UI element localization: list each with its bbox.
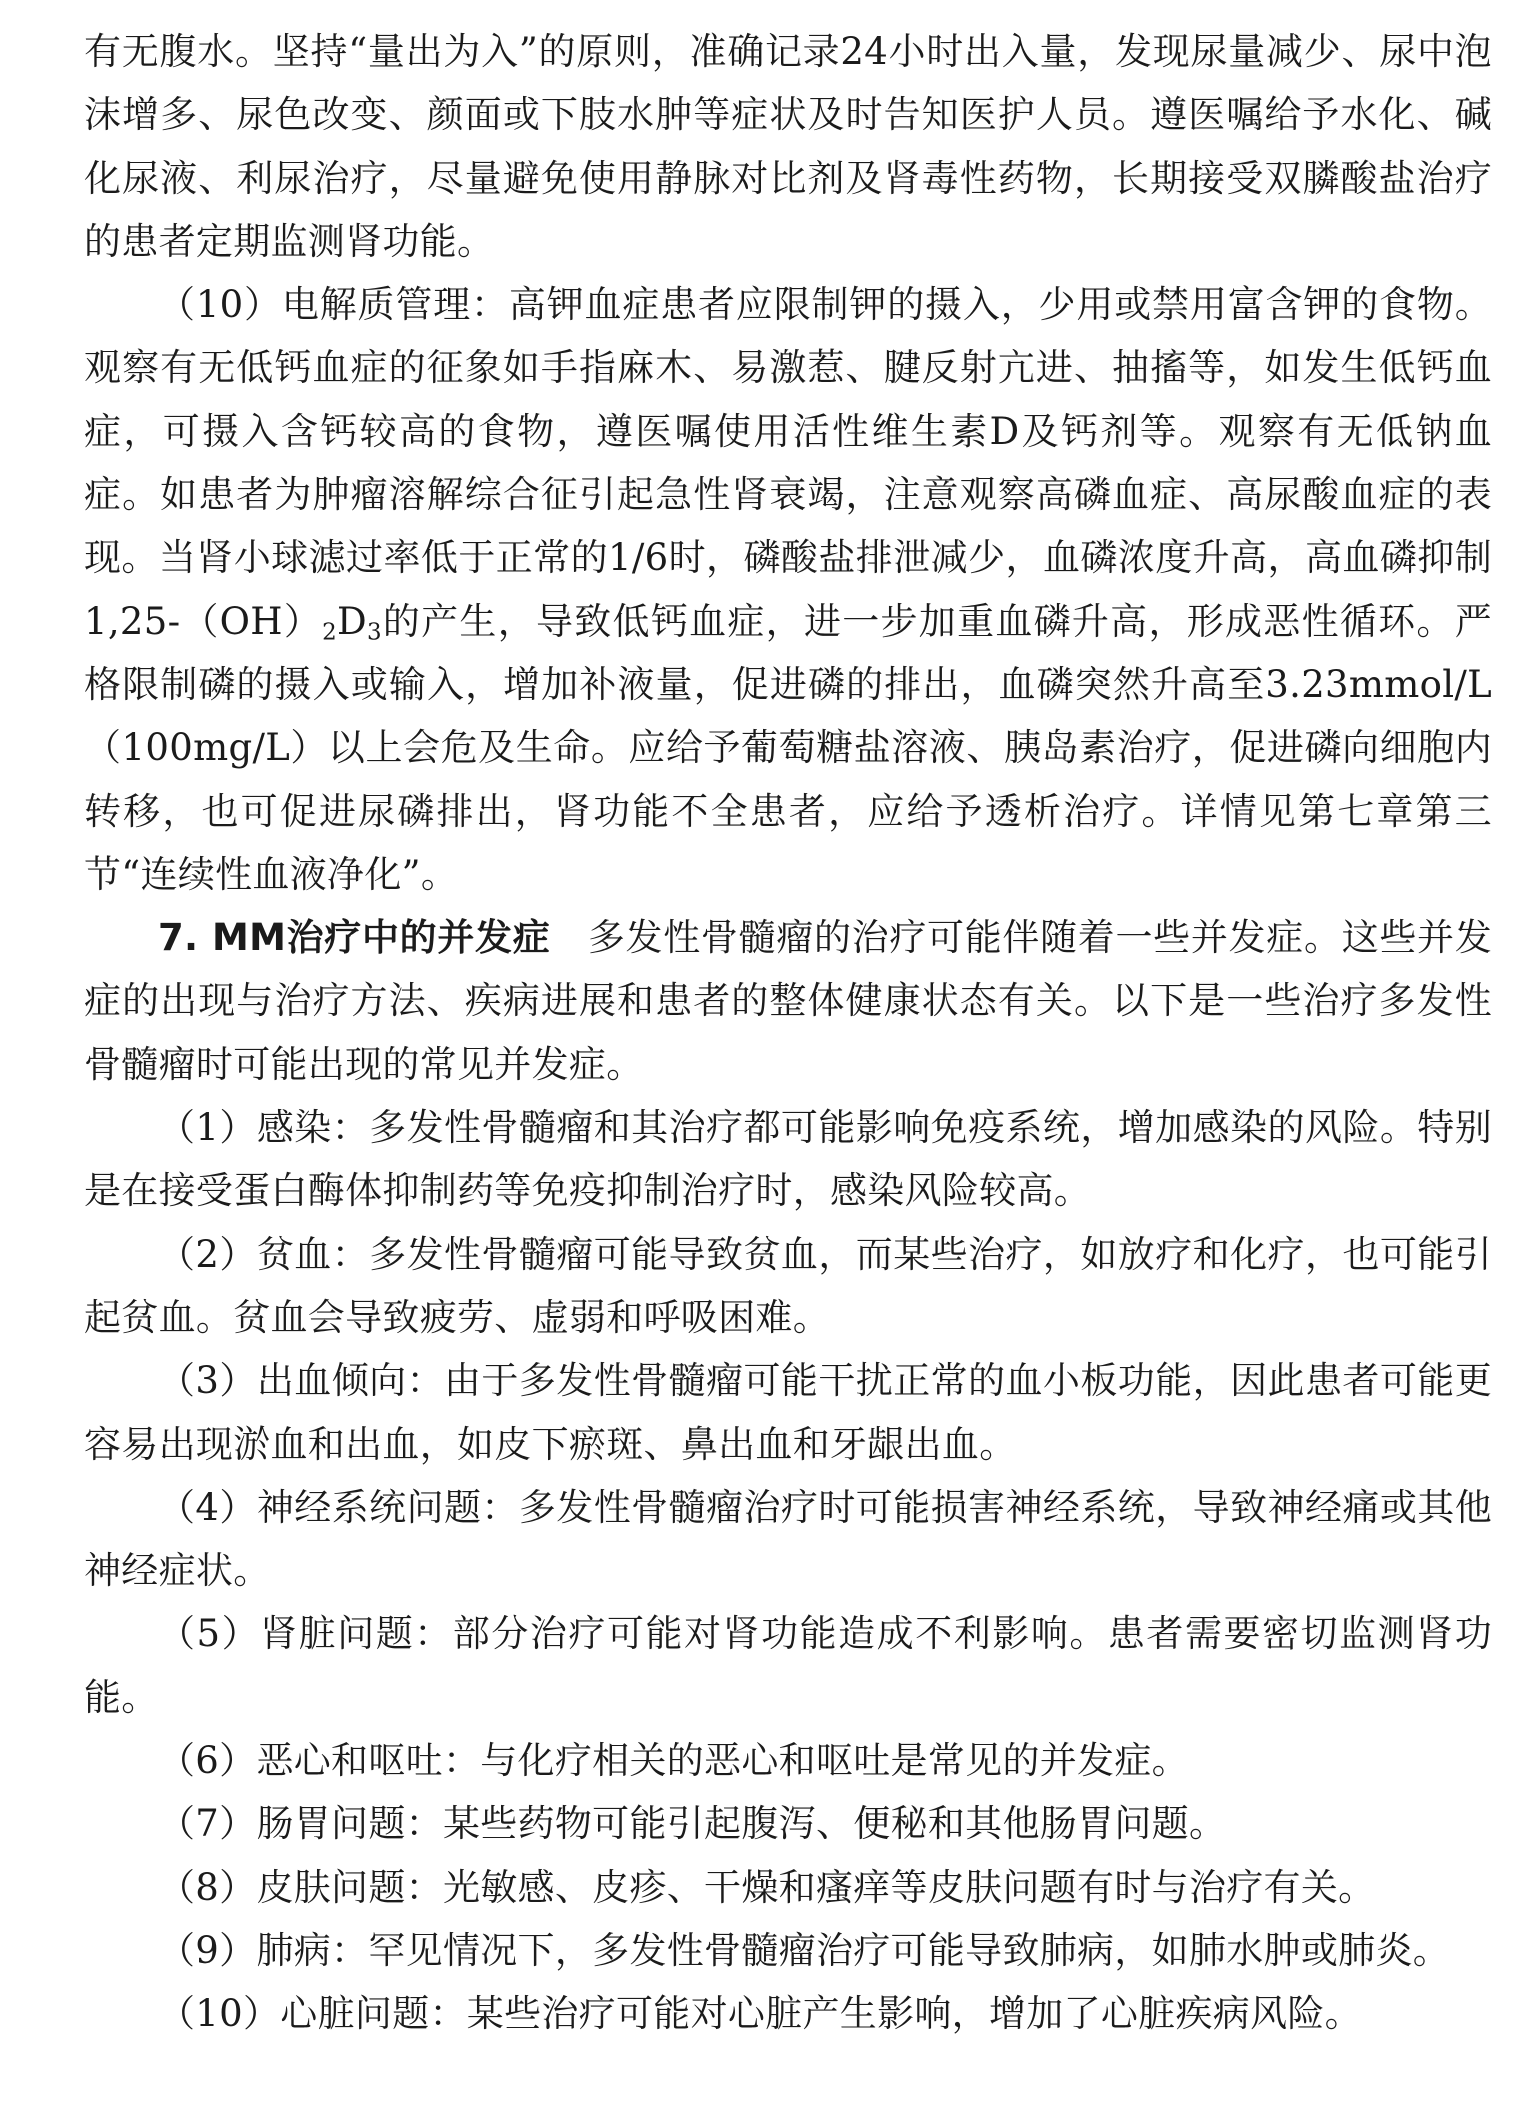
paragraph-mm-complications-intro	[84, 906, 1492, 1096]
list-item-gastrointestinal: （7）肠胃问题：某些药物可能引起腹泻、便秘和其他肠胃问题。	[158, 1802, 1227, 1846]
list-item-kidney: （5）肾脏问题：部分治疗可能对肾功能造成不利影响。患者需要密切监测肾功能。	[84, 1612, 1492, 1719]
list-item-lung: （9）肺病：罕见情况下，多发性骨髓瘤治疗可能导致肺病，如肺水肿或肺炎。	[158, 1928, 1451, 1972]
list-item-skin: （8）皮肤问题：光敏感、皮疹、干燥和瘙痒等皮肤问题有时与治疗有关。	[158, 1865, 1376, 1909]
document-page	[84, 20, 1492, 2046]
paragraph-electrolyte-management	[84, 273, 1492, 906]
electrolyte-d: D	[337, 599, 367, 643]
section-heading: 7. MM治疗中的并发症	[158, 916, 551, 960]
subscript-3: 3	[366, 619, 382, 646]
section-intro-text: 多发性骨髓瘤的治疗可能伴随着一些并发症。这些并发症的出现与治疗方法、疾病进展和患者的整体健康状态有关。以下是一些治疗多发性骨髓瘤时可能出现的常见并发症。	[84, 916, 1493, 1086]
list-item-infection: （1）感染：多发性骨髓瘤和其治疗都可能影响免疫系统，增加感染的风险。特别是在接受蛋白酶体抑制药等免疫抑制治疗时，感染风险较高。	[84, 1106, 1492, 1213]
list-item-nausea: （6）恶心和呕吐：与化疗相关的恶心和呕吐是常见的并发症。	[158, 1739, 1189, 1783]
electrolyte-text-part2: 的产生，导致低钙血症，进一步加重血磷升高，形成恶性循环。严格限制磷的摄入或输入，增加补液量，促进磷的排出，血磷突然升高至3.23mmol/L（100mg/L）以上会危及生命。应给予葡萄糖盐溶液、胰岛素治疗，促进磷向细胞内转移，也可促进尿磷排出，肾功能不全患者，应给予透析治疗。详情见第七章第三节“连续性血液净化”。	[84, 599, 1492, 896]
paragraph-kidney-monitoring: 有无腹水。坚持“量出为入”的原则，准确记录24小时出入量，发现尿量减少、尿中泡沫增多、尿色改变、颜面或下肢水肿等症状及时告知医护人员。遵医嘱给予水化、碱化尿液、利尿治疗，尽量避免使用静脉对比剂及肾毒性药物，长期接受双膦酸盐治疗的患者定期监测肾功能。	[84, 30, 1492, 263]
list-item-bleeding: （3）出血倾向：由于多发性骨髓瘤可能干扰正常的血小板功能，因此患者可能更容易出现淤血和出血，如皮下瘀斑、鼻出血和牙龈出血。	[84, 1359, 1492, 1466]
electrolyte-text-part1: （10）电解质管理：高钾血症患者应限制钾的摄入，少用或禁用富含钾的食物。观察有无低钙血症的征象如手指麻木、易激惹、腱反射亢进、抽搐等，如发生低钙血症，可摄入含钙较高的食物，遵医嘱使用活性维生素D及钙剂等。观察有无低钠血症。如患者为肿瘤溶解综合征引起急性肾衰竭，注意观察高磷血症、高尿酸血症的表现。当肾小球滤过率低于正常的1/6时，磷酸盐排泄减少，血磷浓度升高，高血磷抑制1,25-（OH）	[84, 283, 1492, 643]
list-item-nervous-system: （4）神经系统问题：多发性骨髓瘤治疗时可能损害神经系统，导致神经痛或其他神经症状。	[84, 1485, 1492, 1593]
subscript-2: 2	[322, 619, 338, 646]
list-item-heart: （10）心脏问题：某些治疗可能对心脏产生影响，增加了心脏疾病风险。	[158, 1992, 1362, 2036]
list-item-anemia: （2）贫血：多发性骨髓瘤可能导致贫血，而某些治疗，如放疗和化疗，也可能引起贫血。贫血会导致疲劳、虚弱和呼吸困难。	[84, 1232, 1492, 1339]
